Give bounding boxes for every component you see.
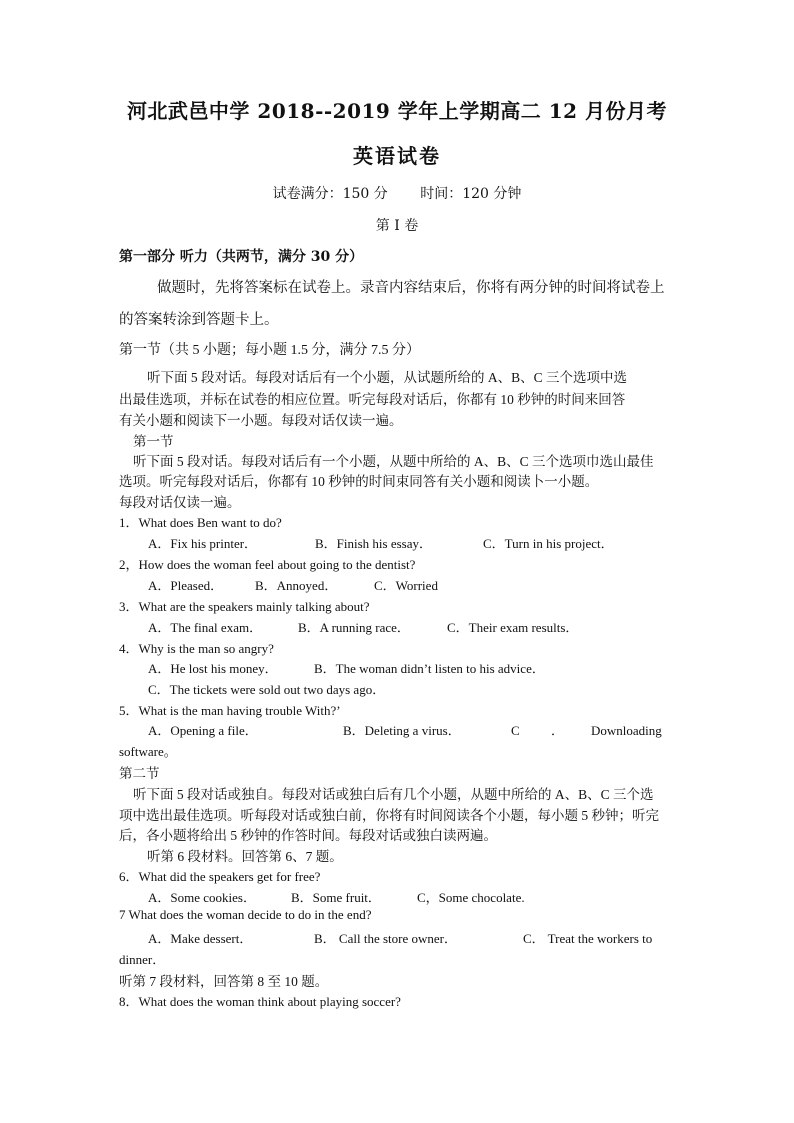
option-c: C，Some chocolate.	[417, 890, 525, 905]
option-a: A．He lost his money．	[148, 661, 278, 676]
exam-meta	[0, 183, 794, 203]
section2-para-1: 听下面 5 段对话或独自。每段对话或独白后有几个小题，从题中所给的 A、B、C 三个选	[133, 787, 654, 802]
question-8-stem: 8．What does the woman think about playing soccer?	[119, 994, 401, 1009]
option-a: A．Opening a file．	[148, 723, 258, 738]
option-b: B．The woman didn’t listen to his advice．	[314, 661, 545, 676]
section1-instruction-2: 选项。听完每段对话后，你都有 10 秒钟的时间束同答有关小题和阅读卜一小题。	[119, 474, 599, 489]
question-5-options	[148, 720, 674, 739]
option-a: A．Fix his printer．	[148, 536, 258, 551]
question-3-stem: 3．What are the speakers mainly talking about?	[119, 599, 370, 614]
part1-heading: 第一部分 听力（共两节，满分 30 分）	[119, 249, 364, 265]
question-4-option-c: C．The tickets were sold out two days ago．	[148, 682, 386, 697]
question-7-wrap: dinner．	[119, 952, 166, 967]
section1-heading: 第一节（共 5 小题；每小题 1.5 分，满分 7.5 分）	[119, 343, 420, 358]
question-7-stem: 7 What does the woman decide to do in the end?	[119, 907, 372, 922]
option-c-mark: ．	[551, 723, 565, 738]
option-b: B．Deleting a virus．	[343, 723, 461, 738]
option-b: B．A running race．	[298, 620, 410, 635]
question-2-stem: 2，How does the woman feel about going to the dentist?	[119, 557, 416, 572]
section1-para-1: 听下面 5 段对话。每段对话后有一个小题，从试题所给的 A、B、C 三个选项中选	[147, 370, 628, 385]
option-b: B．Finish his essay．	[315, 536, 433, 551]
option-c: C	[511, 723, 520, 738]
option-a: A．Make dessert．	[148, 931, 253, 946]
section2-para-2: 项中选出最佳选项。听每段对话或独白前，你将有时间阅读各个小题，每小题 5 秒钟；听完	[119, 808, 659, 823]
question-1-options	[148, 533, 614, 552]
question-7-options	[148, 928, 674, 947]
option-a: A．The final exam．	[148, 620, 263, 635]
section2-para-3: 后，各小题将给出 5 秒钟的作答时间。每段对话或独白读两遍。	[119, 828, 497, 843]
section1-label: 第一节	[133, 434, 174, 449]
question-4-stem: 4．Why is the man so angry?	[119, 641, 274, 656]
part1-instruction-1: 做题时，先将答案标在试卷上。录音内容结束后，你将有两分钟的时间将试卷上	[157, 280, 665, 296]
exam-time: 时间：120 分钟	[420, 186, 522, 202]
option-c: C． Treat the workers to	[523, 931, 653, 946]
section2-material-7: 听第 7 段材料，回答第 8 至 10 题。	[119, 974, 329, 989]
question-5-stem: 5．What is the man having trouble With?’	[119, 703, 341, 718]
part1-instruction-2: 的答案转涂到答题卡上。	[119, 312, 279, 328]
full-score: 试卷满分：150 分	[272, 186, 388, 202]
question-3-options	[148, 617, 578, 636]
option-c: C．Their exam results．	[447, 620, 579, 635]
question-4-options	[148, 658, 545, 677]
exam-subtitle: 英语试卷	[353, 144, 441, 168]
exam-title: 河北武邑中学 2018--2019 学年上学期高二 12 月份月考	[126, 99, 668, 123]
option-b: B．Some fruit．	[291, 890, 381, 905]
option-c: C．Worried	[374, 578, 438, 593]
section2-para-4: 听第 6 段材料。回答第 6、7 题。	[147, 849, 343, 864]
option-c-text: Downloading	[591, 723, 662, 738]
option-b: B．Annoyed．	[255, 578, 338, 593]
section1-para-2: 出最佳选项，并标在试卷的相应位置。听完每段对话后，你都有 10 秒钟的时间来回答	[119, 392, 626, 407]
question-5-wrap: software。	[119, 744, 177, 759]
option-c: C．Turn in his project．	[483, 536, 614, 551]
question-6-options	[148, 887, 525, 906]
section1-instruction-1: 听下面 5 段对话。每段对话后有一个小题，从题中所给的 A、B、C 三个选项巾选山最佳	[133, 454, 654, 469]
question-1-stem: 1．What does Ben want to do?	[119, 515, 282, 530]
option-a: A．Pleased．	[148, 578, 224, 593]
question-6-stem: 6．What did the speakers get for free?	[119, 869, 321, 884]
volume-label: 第 I 卷	[375, 218, 419, 234]
section1-para-3: 有关小题和阅读下一小题。每段对话仅读一遍。	[119, 413, 403, 428]
section1-instruction-3: 每段对话仅读一遍。	[119, 495, 241, 510]
option-b: B． Call the store owner．	[314, 931, 457, 946]
question-2-options	[148, 575, 438, 594]
section2-label: 第二节	[119, 766, 160, 781]
option-a: A．Some cookies．	[148, 890, 256, 905]
